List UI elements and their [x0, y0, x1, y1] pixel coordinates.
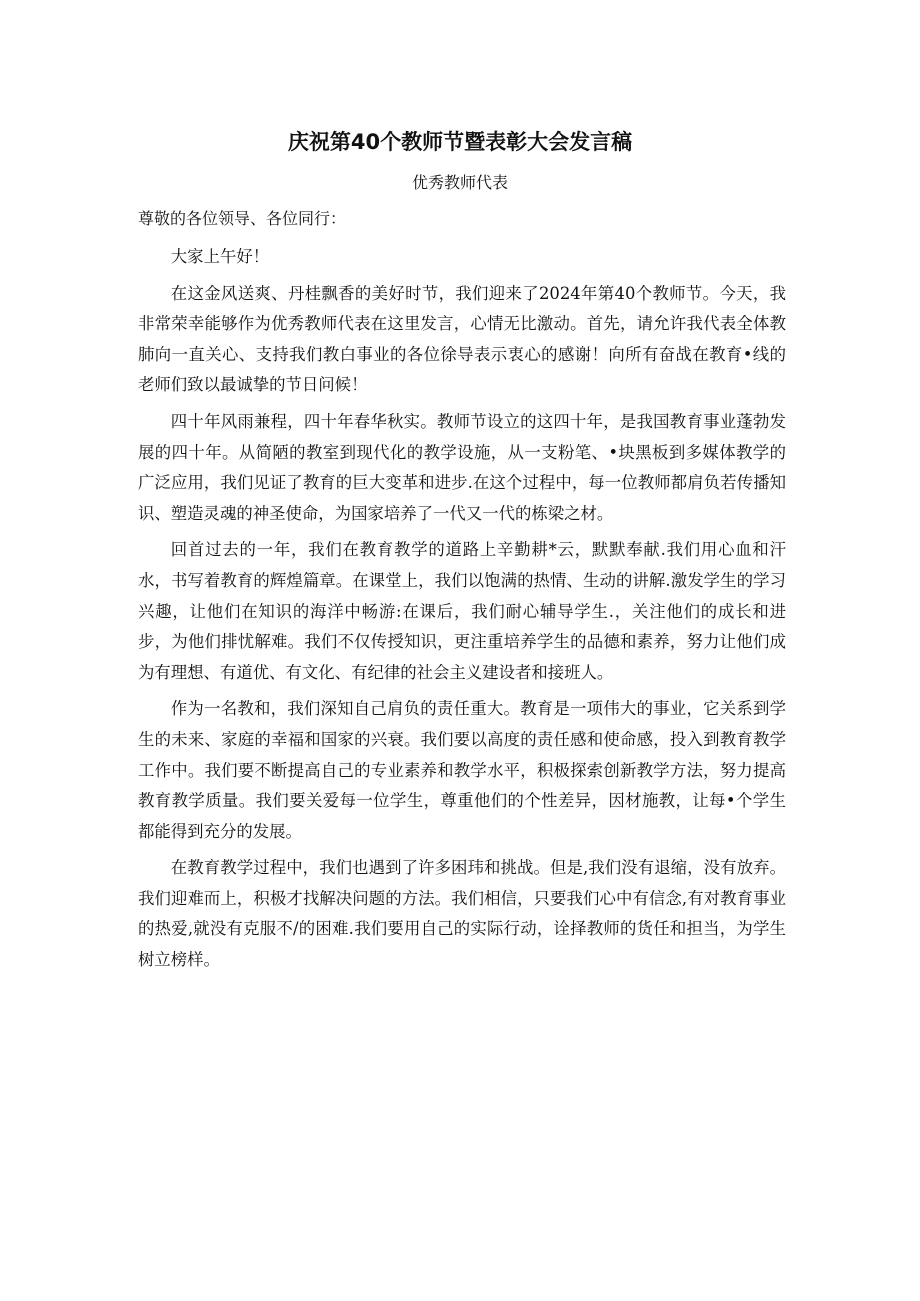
document-title: 庆祝第40个教师节暨表彰大会发言稿	[287, 130, 633, 154]
paragraph-greeting: 大家上午好！	[170, 247, 270, 266]
salutation: 尊敬的各位领导、各位同行：	[138, 209, 347, 228]
document-subtitle: 优秀教师代表	[411, 173, 508, 192]
paragraph: 四十年风雨兼程，四十年春华秋实。教师节设立的这四十年，是我国教育事业蓬勃发展的四十年。从简陋的教室到现代化的教学设施，从一支粉笔、•块黑板到多媒体教学的广泛应用，我们见证了教育的巨大变革和进步.在这个过程中，每一位教师都肩负若传播知识、塑造灵魂的神圣使命，为国家培养了一代又一代的栋梁之材。	[138, 411, 786, 523]
document-body	[138, 242, 786, 982]
paragraph: 作为一名教和，我们深知自己肩负的责任重大。教育是一项伟大的事业，它关系到学生的未来、家庭的幸福和国家的兴衰。我们要以高度的责任感和使命感，投入到教育教学工作中。我们要不断提高自己的专业素养和教学水平，积极探索创新教学方法，努力提高教育教学质量。我们要关爱每一位学生，尊重他们的个性差异，因材施教，让每•个学生都能得到充分的发展。	[138, 699, 786, 841]
paragraph: 在这金风送爽、丹桂飘香的美好时节，我们迎来了2024年第40个教师节。今天，我非常荣幸能够作为优秀教师代表在这里发言，心情无比激动。首先，请允许我代表全体教肺向一直关心、支持我们教白事业的各位徐导表示衷心的感谢！向所有奋战在教育•线的老师们致以最诚挚的节日问候！	[138, 283, 786, 395]
paragraph: 在教育教学过程中，我们也遇到了许多困玮和挑战。但是,我们没有退缩，没有放弃。我们迎难而上，积极才找解决问题的方法。我们相信，只要我们心中有信念,有对教育事业的热爱,就没有克服不/的困难.我们要用自己的实际行动，诠择教师的货任和担当，为学生树立榜样。	[138, 858, 786, 970]
paragraph: 回首过去的一年，我们在教育教学的道路上辛勤耕*云，默默奉献.我们用心血和汗水，书写着教育的辉煌篇章。在课堂上，我们以饱满的热情、生动的讲解.激发学生的学习兴趣，让他们在知识的海洋中畅游:在课后，我们耐心辅导学生.，关注他们的成长和进步，为他们排忧解难。我们不仅传授知识，更注重培养学生的品德和素养，努力让他们成为有理想、有道优、有文化、有纪律的社会主义建设者和接班人。	[138, 540, 786, 682]
